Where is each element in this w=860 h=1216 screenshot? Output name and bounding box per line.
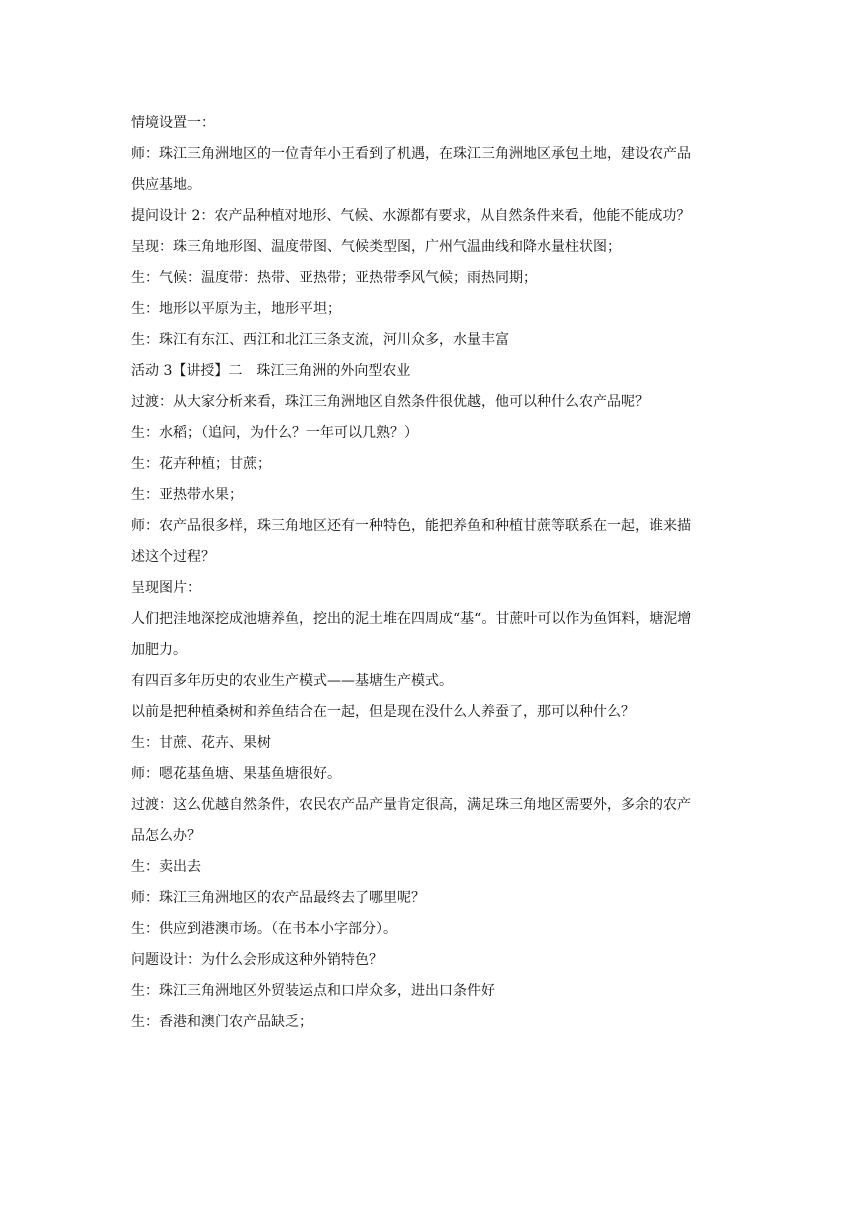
text-line: 情境设置一： [131,115,215,131]
text-line: 生：地形以平原为主，地形平坦； [131,301,341,317]
section-heading: 活动 3【讲授】二 珠江三角洲的外向型农业 [131,363,411,379]
text-line: 师：农产品很多样，珠三角地区还有一种特色，能把养鱼和种植甘蔗等联系在一起，谁来描 [131,518,691,534]
text-line: 生：供应到港澳市场。（在书本小字部分）。 [131,921,397,937]
text-line: 呈现：珠三角地形图、温度带图、气候类型图，广州气温曲线和降水量柱状图； [131,239,621,255]
text-line: 生：珠江有东江、西江和北江三条支流，河川众多，水量丰富 [131,332,509,348]
text-line: 人们把洼地深挖成池塘养鱼，挖出的泥土堆在四周成“基“。甘蔗叶可以作为鱼饵料，塘泥增 [131,611,692,627]
text-line: 师：珠江三角洲地区的一位青年小王看到了机遇，在珠江三角洲地区承包土地，建设农产品 [131,146,691,162]
text-line: 问题设计：为什么会形成这种外销特色？ [131,952,383,968]
text-line: 呈现图片： [131,580,201,596]
text-line: 提问设计 2：农产品种植对地形、气候、水源都有要求，从自然条件来看，他能不能成功？ [131,208,691,224]
text-line: 供应基地。 [131,177,201,193]
text-line: 生：水稻；（追问，为什么？一年可以几熟？） [131,425,418,441]
text-line: 生：亚热带水果； [131,487,243,503]
text-line: 生：卖出去 [131,859,201,875]
text-line: 过渡：从大家分析来看，珠江三角洲地区自然条件很优越，他可以种什么农产品呢？ [131,394,649,410]
text-line: 生：甘蔗、花卉、果树 [131,735,271,751]
text-line: 生：气候：温度带：热带、亚热带；亚热带季风气候；雨热同期； [131,270,537,286]
text-line: 品怎么办？ [131,828,201,844]
text-line: 生：香港和澳门农产品缺乏； [131,1014,313,1030]
text-line: 师：嗯花基鱼塘、果基鱼塘很好。 [131,766,341,782]
text-line: 生：花卉种植；甘蔗； [131,456,271,472]
text-line: 有四百多年历史的农业生产模式——基塘生产模式。 [131,673,453,689]
text-line: 述这个过程？ [131,549,215,565]
text-line: 生：珠江三角洲地区外贸装运点和口岸众多，进出口条件好 [131,983,495,999]
document-body [131,108,731,1038]
text-line: 过渡：这么优越自然条件，农民农产品产量肯定很高，满足珠三角地区需要外，多余的农产 [131,797,691,813]
text-line: 以前是把种植桑树和养鱼结合在一起，但是现在没什么人养蚕了，那可以种什么？ [131,704,635,720]
text-line: 加肥力。 [131,642,187,658]
text-line: 师：珠江三角洲地区的农产品最终去了哪里呢？ [131,890,425,906]
